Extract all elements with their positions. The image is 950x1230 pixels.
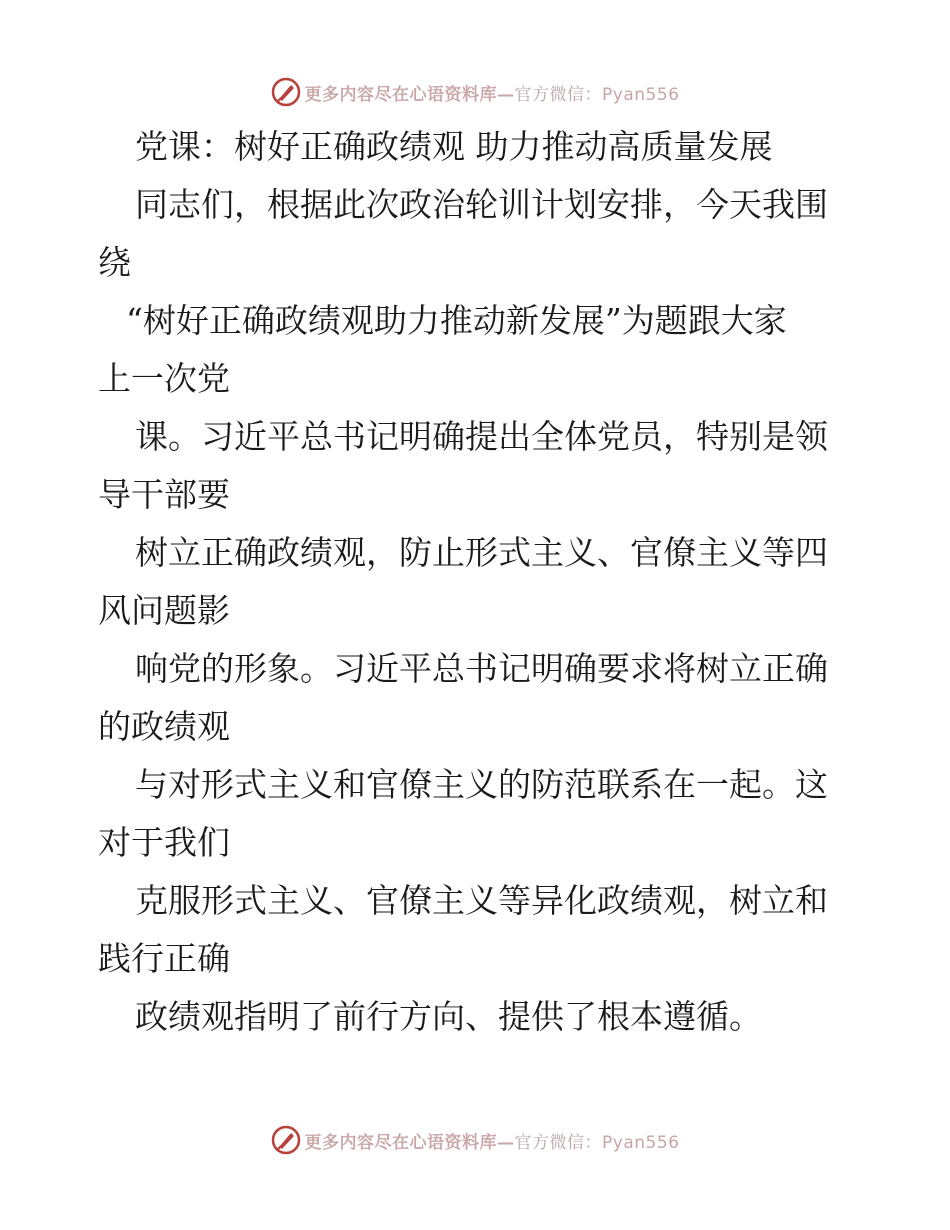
paragraph-line: 的政绩观 bbox=[98, 707, 230, 746]
paragraph-line: 绕 bbox=[98, 243, 131, 282]
banner-promo-text: 更多内容尽在心语资料库 bbox=[304, 1132, 498, 1153]
paragraph-line: 树立正确政绩观，防止形式主义、官僚主义等四 bbox=[135, 533, 828, 572]
quill-pen-logo-icon bbox=[271, 77, 301, 107]
paragraph-line: 风问题影 bbox=[98, 591, 230, 630]
document-title: 党课：树好正确政绩观 助力推动高质量发展 bbox=[135, 127, 773, 166]
paragraph-line: 政绩观指明了前行方向、提供了根本遵循。 bbox=[135, 997, 762, 1036]
footer-banner bbox=[0, 1120, 950, 1160]
paragraph-line: 对于我们 bbox=[98, 823, 230, 862]
banner-dash: — bbox=[497, 1132, 515, 1153]
paragraph-line: “树好正确政绩观助力推动新发展”为题跟大家 bbox=[126, 301, 787, 340]
banner-promo-text: 更多内容尽在心语资料库 bbox=[304, 84, 498, 105]
paragraph-line: 克服形式主义、官僚主义等异化政绩观，树立和 bbox=[135, 881, 828, 920]
banner-text bbox=[305, 80, 680, 105]
header-banner bbox=[0, 72, 950, 112]
paragraph-line: 上一次党 bbox=[98, 359, 230, 398]
banner-wechat-label: 官方微信： bbox=[514, 84, 603, 105]
paragraph-line: 践行正确 bbox=[98, 939, 230, 978]
banner-wechat-id: Pyan556 bbox=[602, 84, 680, 105]
paragraph-line: 与对形式主义和官僚主义的防范联系在一起。这 bbox=[135, 765, 828, 804]
banner-text bbox=[305, 1128, 680, 1153]
paragraph-line: 同志们，根据此次政治轮训计划安排，今天我围 bbox=[135, 185, 828, 224]
paragraph-line: 导干部要 bbox=[98, 475, 230, 514]
paragraph-line: 课。习近平总书记明确提出全体党员，特别是领 bbox=[135, 417, 828, 456]
paragraph-line: 响党的形象。习近平总书记明确要求将树立正确 bbox=[135, 649, 828, 688]
document-body bbox=[98, 118, 858, 1046]
banner-wechat-id: Pyan556 bbox=[602, 1132, 680, 1153]
banner-wechat-label: 官方微信： bbox=[514, 1132, 603, 1153]
quill-pen-logo-icon bbox=[271, 1125, 301, 1155]
banner-dash: — bbox=[497, 84, 515, 105]
